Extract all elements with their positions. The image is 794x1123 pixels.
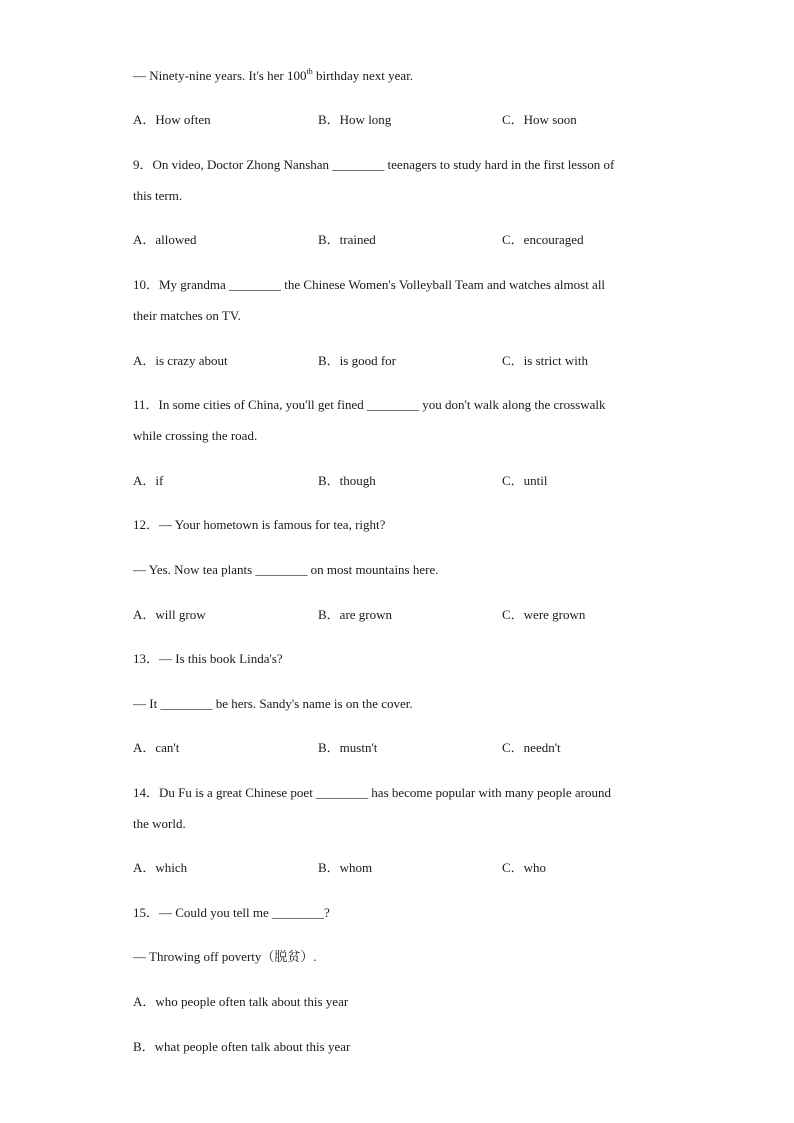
q11-stem-line2: while crossing the road. <box>133 428 258 443</box>
q14-stem-line1: 14．Du Fu is a great Chinese poet ________ has become popular with many people around <box>133 785 612 800</box>
q8-option-b[interactable]: B．How long <box>318 112 392 127</box>
q11-stem-line1: 11．In some cities of China, you'll get fined ________ you don't walk along the crosswalk <box>133 397 606 412</box>
q12-stem-line1: 12．— Your hometown is famous for tea, right? <box>133 517 386 532</box>
q9-option-c[interactable]: C．encouraged <box>502 232 584 247</box>
q12-stem-line2: — Yes. Now tea plants ________ on most mountains here. <box>133 562 439 577</box>
q15-option-a[interactable]: A．who people often talk about this year <box>133 994 349 1009</box>
q14-stem-line2: the world. <box>133 816 186 831</box>
q13-stem-line1: 13．— Is this book Linda's? <box>133 651 283 666</box>
q8-answer-line <box>133 68 413 84</box>
q8-answer-prefix: — Ninety-nine years. It's her 100 <box>133 68 307 83</box>
q11-option-a[interactable]: A．if <box>133 473 164 488</box>
q8-option-a[interactable]: A．How often <box>133 112 211 127</box>
q9-option-a[interactable]: A．allowed <box>133 232 197 247</box>
q12-option-a[interactable]: A．will grow <box>133 607 206 622</box>
q11-option-b[interactable]: B．though <box>318 473 376 488</box>
q10-stem-line2: their matches on TV. <box>133 308 241 323</box>
q9-option-b[interactable]: B．trained <box>318 232 376 247</box>
q8-option-c[interactable]: C．How soon <box>502 112 577 127</box>
q10-option-c[interactable]: C．is strict with <box>502 353 588 368</box>
q10-option-a[interactable]: A．is crazy about <box>133 353 228 368</box>
q10-stem-line1: 10．My grandma ________ the Chinese Women's Volleyball Team and watches almost all <box>133 277 606 292</box>
q9-stem-line1: 9．On video, Doctor Zhong Nanshan ________ teenagers to study hard in the first lesson of <box>133 157 615 172</box>
q9-stem-line2: this term. <box>133 188 183 203</box>
q8-answer-sup: th <box>306 66 313 76</box>
q15-stem-line1: 15．— Could you tell me ________? <box>133 905 330 920</box>
q15-option-b[interactable]: B．what people often talk about this year <box>133 1039 351 1054</box>
q8-answer-suffix: birthday next year. <box>312 68 414 83</box>
q15-stem-line2: — Throwing off poverty（脱贫）. <box>133 949 317 964</box>
q13-option-c[interactable]: C．needn't <box>502 740 561 755</box>
q11-option-c[interactable]: C．until <box>502 473 548 488</box>
q13-option-b[interactable]: B．mustn't <box>318 740 378 755</box>
q13-stem-line2: — It ________ be hers. Sandy's name is on the cover. <box>133 696 413 711</box>
q12-option-c[interactable]: C．were grown <box>502 607 586 622</box>
q12-option-b[interactable]: B．are grown <box>318 607 393 622</box>
q14-option-c[interactable]: C．who <box>502 860 547 875</box>
q10-option-b[interactable]: B．is good for <box>318 353 397 368</box>
q13-option-a[interactable]: A．can't <box>133 740 180 755</box>
q14-option-a[interactable]: A．which <box>133 860 188 875</box>
q14-option-b[interactable]: B．whom <box>318 860 373 875</box>
